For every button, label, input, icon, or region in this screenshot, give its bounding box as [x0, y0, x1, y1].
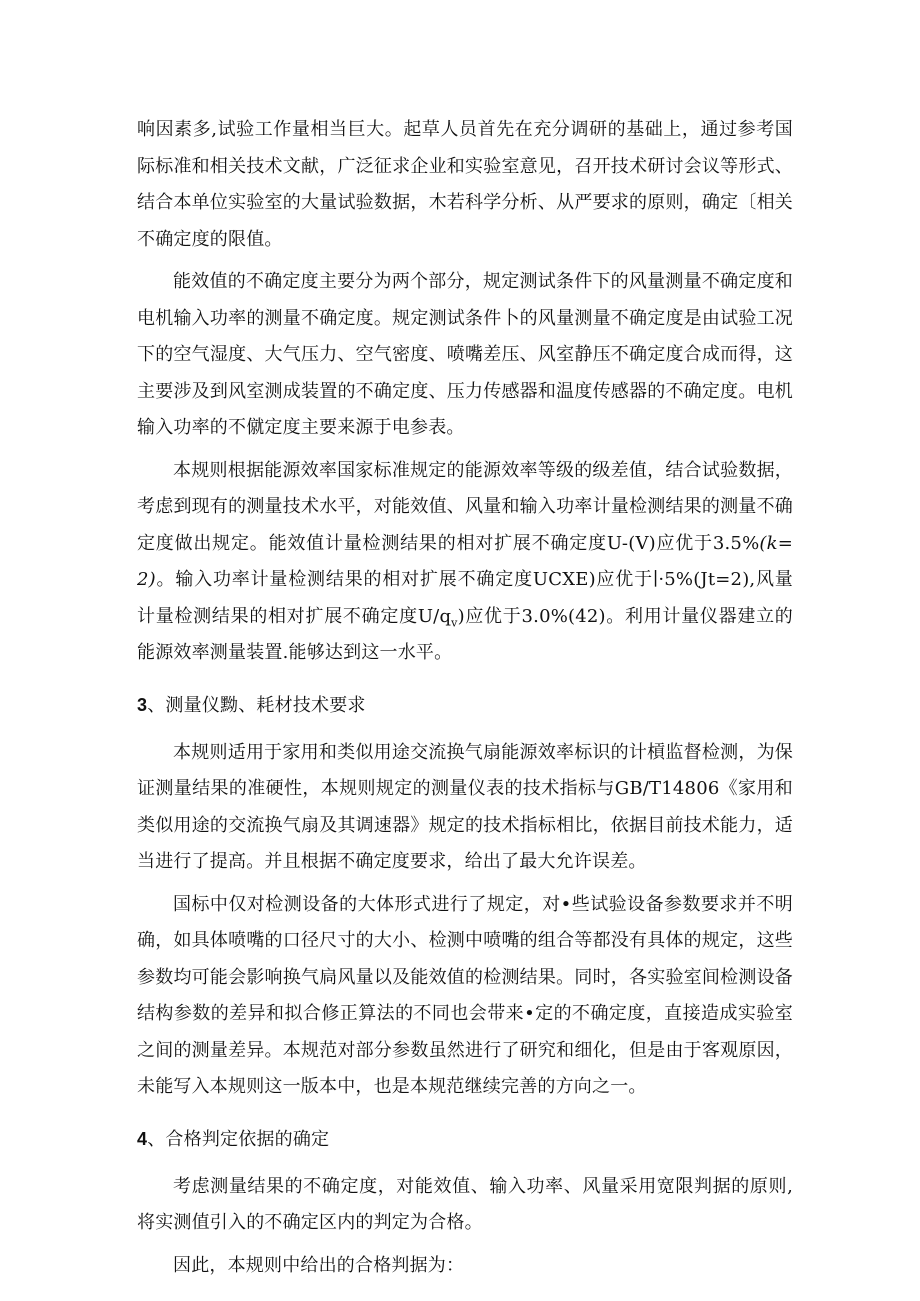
document-body — [137, 112, 793, 1284]
paragraph-national-standard: 国标中仅对检测设备的大体形式进行了规定，对•些试验设备参数要求并不明确，如具体喷嘴的口径尺寸的大小、检测中喷嘴的组合等都没有具体的规定，这些参数均可能会影响换气扃风量以及能效值的检测结果。同时，各实验室间检测设备结构参数的差异和拟合修正算法的不同也会带来•定的不确定度，直接造成实验室之间的测量差异。本规范对部分参数虽然进行了研究和细化，但是由于客观原因，未能写入本规则这一版本中，也是本规范继续完善的方向之一。 — [137, 893, 793, 1097]
section-title: 、合格判定依据的确定 — [147, 1128, 330, 1150]
paragraph-conformity-criteria-intro: 因此，本规则中给出的合格判据为： — [173, 1254, 465, 1276]
paragraph-text-part: 本规则根据能源效率国家标准规定的能源效率等级的级差值，结合试验数据，考虑到现有的测量技术水平，对能效值、风量和输入功率计量检测结果的测量不确定度做出规定。能效值计量检测结果的相对扩展不确定度U-(V)应优于3.5% — [137, 459, 793, 554]
section-heading-4 — [137, 1124, 793, 1155]
section-number: 3 — [137, 694, 148, 715]
paragraph-text-part: 。输入功率计量检测结果的相对扩展不确定度UCXE)应优于∣·5%(Jt=2),风量计量检测结果的相对扩展不确定度U/q — [137, 569, 793, 627]
section-title: 、测量仪黝、耗材技术要求 — [147, 694, 366, 716]
paragraph-text-part: )应优于3.0%(42)。利用计量仪器建立的能源效率测量装置.能够达到这一水平。 — [137, 605, 793, 663]
section-heading-3 — [137, 690, 793, 721]
paragraph-uncertainty-requirements — [137, 453, 793, 672]
paragraph-conformity-principle: 考虑测量结果的不确定度，对能效值、输入功率、风量采用宽限判据的原则,将实测值引入的不确定区内的判定为合格。 — [137, 1175, 793, 1233]
section-number: 4 — [137, 1128, 148, 1149]
subscript-v: v — [451, 616, 458, 630]
coverage-factor: (k=2) — [137, 532, 793, 590]
paragraph-instrument-requirements: 本规则适用于家用和类似用途交流换气扇能源效率标识的计槓监督检测，为保证测量结果的准硬性，本规则规定的测量仪表的技术指标与GB/T14806《家用和类似用途的交流换气扇及其调速器》规定的技术指标相比，依据目前技术能力，适当进行了提高。并且根据不确定度要求，给出了最大允许误差。 — [137, 741, 793, 872]
paragraph-intro-continuation: 响因素多,试验工作量相当巨大。起草人员首先在充分调研的基础上，通过参考国际标准和相关技术文献，广泛征求企业和实验室意见，召开技术研讨会议等形式、结合本单位实验室的大量试验数据，木若科学分析、从严要求的原则，确定〔相关不确定度的限值。 — [137, 119, 793, 250]
paragraph-uncertainty-components: 能效值的不确定度主要分为两个部分，规定测试条件下的风量测量不确定度和电机输入功率的测量不确定度。规定测试条件卜的风量测量不确定度是由试验工况下的空气湿度、大气压力、空气密度、喷嘴差压、风室静压不确定度合成而得，这主要涉及到风室测成装置的不确定度、压力传感器和温度传感器的不确定度。电机输入功率的不僦定度主要来源于电参表。 — [137, 271, 793, 438]
